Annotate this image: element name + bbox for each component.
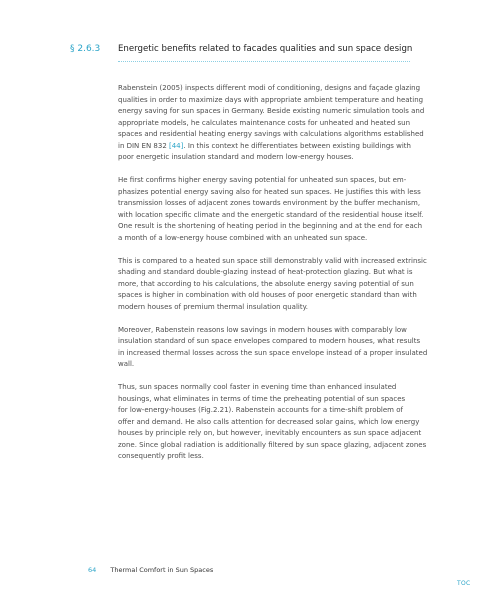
text-line: transmission losses of adjacent zones towards environment by the buffer mechanism, xyxy=(118,199,421,207)
text-line: more, that according to his calculations, the absolute energy saving potential of sun xyxy=(118,279,414,288)
text-line: zone. Since global radiation is additionally filtered by sun space glazing, adjacent zones xyxy=(118,440,427,449)
running-title: Thermal Comfort in Sun Spaces xyxy=(110,566,214,574)
paragraph-2 xyxy=(118,175,424,244)
text-line: offer and demand. He also calls attention for decreased solar gains, which low energy xyxy=(118,417,420,426)
text-line: phasizes potential energy saving also for heated sun spaces. He justifies this with less xyxy=(118,187,421,196)
text-line: houses by principle rely on, but however, inevitably encounters as sun space adjacent xyxy=(118,429,422,437)
section-heading xyxy=(70,44,413,58)
text-line-with-reference xyxy=(118,141,418,153)
text-fragment: in DIN EN 832 xyxy=(118,141,169,150)
text-line: consequently profit less. xyxy=(118,452,204,460)
text-line: poor energetic insulation standard and modern low-energy houses. xyxy=(118,153,354,161)
text-line: Thus, sun spaces normally cool faster in evening time than enhanced insulated xyxy=(118,383,397,391)
text-line: for low-energy-houses (Fig.2.21). Rabenstein accounts for a time-shift problem of xyxy=(118,406,403,414)
text-line: in increased thermal losses across the sun space envelope instead of a proper insulated xyxy=(118,348,428,357)
text-line: energy saving for sun spaces in Germany. Beside existing numeric simulation tools and xyxy=(118,107,425,115)
page-footer xyxy=(88,566,213,574)
paragraph-3 xyxy=(118,256,427,314)
body-text xyxy=(118,83,428,474)
text-line: One result is the shortening of heating period in the beginning and at the end for each xyxy=(118,222,423,230)
paragraph-1 xyxy=(118,83,425,164)
toc-link[interactable]: TOC xyxy=(457,580,471,587)
text-line: spaces and residential heating energy savings with calculations algorithms established xyxy=(118,130,424,138)
text-line: a month of a low-energy house combined with an unheated sun space. xyxy=(118,233,368,242)
text-line: shading and standard double-glazing instead of heat-protection glazing. But what is xyxy=(118,268,413,276)
text-line: insulation standard of sun space envelopes compared to modern houses, what results xyxy=(118,337,421,345)
text-line: qualities in order to maximize days with appropriate ambient temperature and heating xyxy=(118,95,424,104)
text-line: Rabenstein (2005) inspects different modi of conditioning, designs and façade glazing xyxy=(118,84,421,92)
page-number: 64 xyxy=(88,566,97,574)
text-line: appropriate models, he calculates maintenance costs for unheated and heated sun xyxy=(118,118,411,127)
paragraph-5 xyxy=(118,382,427,463)
heading-divider xyxy=(118,61,410,62)
section-number: § 2.6.3 xyxy=(70,44,101,54)
text-line: He first confirms higher energy saving potential for unheated sun spaces, but em- xyxy=(118,176,407,184)
text-line: with location specific climate and the energetic standard of the residential house itself. xyxy=(118,210,424,219)
text-line: modern houses of premium thermal insulation quality. xyxy=(118,302,308,311)
text-fragment: . In this context he differentiates between existing buildings with xyxy=(183,141,411,150)
reference-link[interactable]: [44] xyxy=(169,141,184,150)
text-line: wall. xyxy=(118,360,135,368)
text-line: housings, what eliminates in terms of time the preheating potential of sun spaces xyxy=(118,394,406,403)
text-line: This is compared to a heated sun space still demonstrably valid with increased extrinsic xyxy=(118,256,427,265)
text-line: Moreover, Rabenstein reasons low savings in modern houses with comparably low xyxy=(118,325,407,334)
text-line: spaces is higher in combination with old houses of poor energetic standard than with xyxy=(118,291,417,299)
paragraph-4 xyxy=(118,325,428,371)
section-title: Energetic benefits related to facades qualities and sun space design xyxy=(118,44,413,54)
